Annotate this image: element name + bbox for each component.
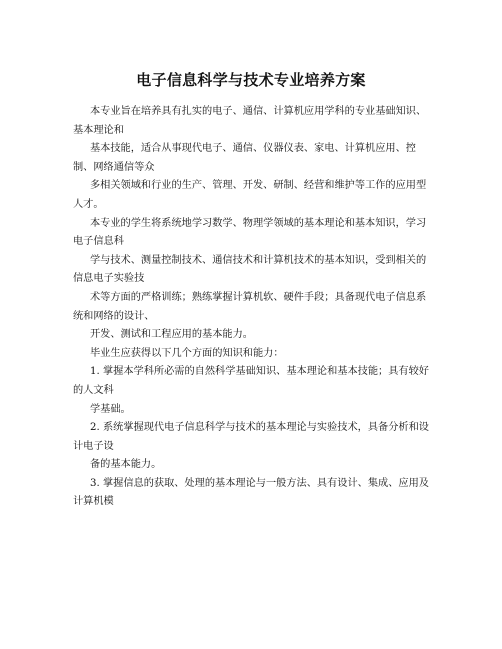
- paragraph: 基本技能，适合从事现代电子、通信、仪器仪表、家电、计算机应用、控制、网络通信等众: [73, 143, 416, 173]
- paragraph: 1. 掌握本学科所必需的自然科学基础知识、基本理论和基本技能；具有较好的人文科: [73, 366, 429, 396]
- paragraph: 术等方面的严格训练；熟练掌握计算机软、硬件手段；具备现代电子信息系统和网络的设计、: [73, 291, 427, 322]
- paragraph: 本专业旨在培养具有扎实的电子、通信、计算机应用学科的专业基础知识、基本理论和: [73, 106, 427, 136]
- paragraph: 多相关领域和行业的生产、管理、开发、研制、经营和维护等工作的应用型人才。: [73, 180, 427, 210]
- paragraph: 备的基本能力。: [90, 459, 162, 471]
- paragraph: 本专业的学生将系统地学习数学、物理学领域的基本理论和基本知识，学习电子信息科: [73, 217, 427, 248]
- paragraph: 毕业生应获得以下几个方面的知识和能力：: [90, 347, 284, 359]
- paragraph: 2. 系统掌握现代电子信息科学与技术的基本理论与实验技术，具备分析和设计电子设: [73, 422, 429, 452]
- paragraph: 开发、测试和工程应用的基本能力。: [90, 329, 253, 341]
- document-title: 电子信息科学与技术专业培养方案: [136, 71, 366, 89]
- paragraph: 学与技术、测量控制技术、通信技术和计算机技术的基本知识，受到相关的信息电子实验技: [73, 254, 427, 285]
- document-body: [73, 103, 435, 512]
- paragraph: 学基础。: [90, 403, 131, 415]
- paragraph: 3. 掌握信息的获取、处理的基本理论与一般方法、具有设计、集成、应用及计算机模: [73, 477, 429, 508]
